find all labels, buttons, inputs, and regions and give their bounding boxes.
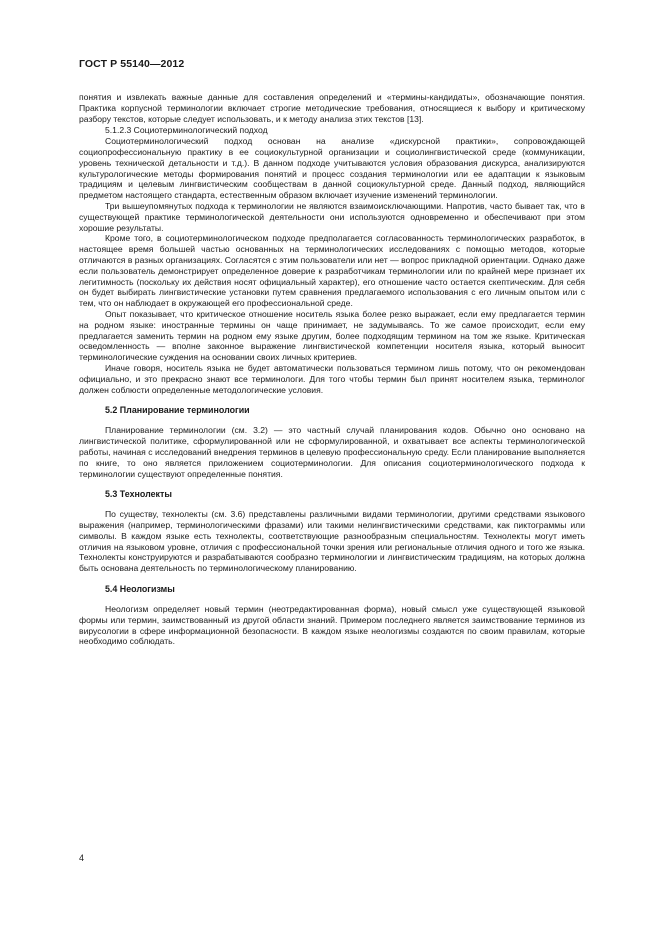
paragraph: Неологизм определяет новый термин (неотредактированная форма), новый смысл уже существующей языковой формы или термин, заимствованный из другой области знаний. Примером последнего является заимствование терминов из вирусологии в сфере информационной безопасности. В каждом языке неологизмы создаются по своим правилам, которые необходимо соблюдать. <box>79 604 585 647</box>
paragraph: понятия и извлекать важные данные для составления определений и «термины-кандидаты», обозначающие понятия. Практика корпусной терминологии включает строгие методические требования, относящиеся к выбору и критическому разбору текстов, которые следует использовать, и к методу анализа этих текстов [13]. <box>79 92 585 124</box>
document-body <box>79 92 585 647</box>
paragraph: По существу, технолекты (см. 3.6) представлены различными видами терминологии, другими средствами языкового выражения (например, терминологическими фразами) или такими нелингвистическими средствами, как пиктограммы или символы. В каждом языке есть технолекты, соответствующие разнообразным специальностям. Технолекты могут иметь отличия на языковом уровне, отличия с профессиональной точки зрения или региональные отличия одного и того же языка. Технолекты конструируются и разрабатываются сообразно терминологии и лингвистическим традициям, на которых должна быть основана деятельность по терминологическому планированию. <box>79 509 585 574</box>
paragraph: Планирование терминологии (см. 3.2) — это частный случай планирования кодов. Обычно оно основано на лингвистической политике, сформулированной или не сформулированной, и охватывает все аспекты терминологической работы, начиная с исследований внедрения терминов в целевую профессиональную среду. Если планирование выполняется по книге, то оно является приложением социотерминологии. Для описания социотерминологического подхода к терминологии существуют определенные понятия. <box>79 425 585 479</box>
paragraph: Три вышеупомянутых подхода к терминологии не являются взаимоисключающими. Напротив, часто бывает так, что в существующей практике терминологической деятельности они используются одновременно и обеспечивают при этом хорошие результаты. <box>79 200 585 233</box>
section-heading-5-4: 5.4 Неологизмы <box>105 584 175 595</box>
paragraph: Иначе говоря, носитель языка не будет автоматически пользоваться термином лишь потому, что он рекомендован официально, и это прекрасно знают все терминологи. Для того чтобы термин был принят носителем языка, терминолог должен соблюсти определенные методологические условия. <box>79 362 585 395</box>
paragraph: Опыт показывает, что критическое отношение носитель языка более резко выражает, если ему предлагается термин на родном языке: иностранные термины он чаще принимает, не задумываясь. То же самое происходит, если ему предлагается заменить термин на родном ему языке другим, более подходящим термином на том же языке. Критическая осведомленность — вполне законное выражение лингвистической компетенции носителя языка, который выносит терминологические суждения на основании своих личных критериев. <box>79 308 585 363</box>
clause-title: 5.1.2.3 Социотерминологический подход <box>105 125 268 136</box>
page-number: 4 <box>79 853 85 863</box>
paragraph: Кроме того, в социотерминологическом подходе предполагается согласованность терминологических разработок, в настоящее время большей частью основанных на терминологических исследованиях с помощью методов, которые отличаются в разных организациях. Согласятся с этим пользователи или нет — вопрос прикладной ориентации. Однако даже если пользователь демонстрирует определенное доверие к разработчикам терминологии или по крайней мере признает их легитимность (поскольку их действия носят официальный характер), его отношение часто остается скептическим. Для себя он будет выбирать лингвистические установки путем сравнения предлагаемого использования с его личным опытом или с тем, что он наблюдает в окружающей его профессиональной среде. <box>79 233 586 309</box>
document-header: ГОСТ Р 55140—2012 <box>79 58 185 70</box>
section-heading-5-2: 5.2 Планирование терминологии <box>105 405 250 416</box>
paragraph: Социотерминологический подход основан на анализе «дискурсной практики», сопровождающей социопрофессиональную практику в ее социокультурной организации и социолингвистической среде (коммуникации, уровень технической детальности и т.д.). В данном подходе учитываются условия образования дискурса, анализируются культурологические методы формирования понятий и процесс создания терминологии или ее адаптации к языковым традициям и целевым лингвистическим сообществам в данной социокультурной среде. Данный подход, являющийся предметом настоящего стандарта, естественным образом включает изучение изменений терминологии. <box>79 136 585 201</box>
section-heading-5-3: 5.3 Технолекты <box>105 489 172 500</box>
